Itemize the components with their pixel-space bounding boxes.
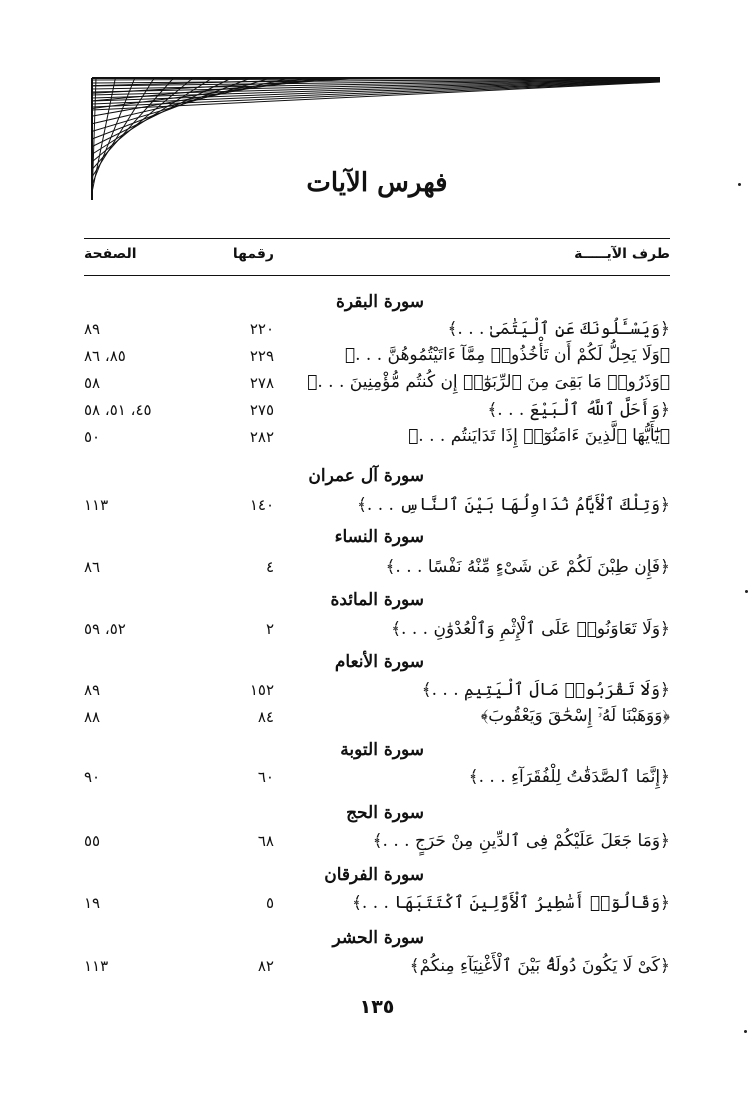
verse-text: ﴿وَذَرُوا۟ مَا بَقِىَ مِنَ ٱلرِّبَوٰٓا۟ إِن كُنتُم مُّؤْمِنِينَ . . .﴾ (307, 372, 670, 392)
table-row (0, 399, 754, 425)
verse-text: ﴿وَيَسْـَٔلُونَكَ عَنِ ٱلْيَتَٰمَىٰ . . .﴾ (447, 319, 670, 339)
surah-heading: سورة التوبة (340, 740, 424, 760)
surah-heading: سورة الفرقان (324, 865, 424, 885)
page-ref: ٨٦ (84, 558, 101, 576)
page-ref: ٥٨ (84, 374, 101, 392)
verse-number: ١٥٢ (249, 681, 274, 699)
verse-number: ٢٢٩ (249, 347, 274, 365)
table-row (0, 556, 754, 582)
verse-number: ٤ (265, 558, 274, 576)
table-row (0, 766, 754, 792)
header-bottom-rule (84, 275, 670, 276)
table-row (0, 679, 754, 705)
verse-number: ٢٢٠ (249, 320, 274, 338)
verse-number: ٦٨ (257, 832, 274, 850)
page-ref: ٥٠ (84, 428, 101, 446)
table-row (0, 618, 754, 644)
verse-text: ﴿وَمَا جَعَلَ عَلَيْكُمْ فِى ٱلدِّينِ مِنْ حَرَجٍ . . .﴾ (372, 831, 670, 851)
page-ref: ٤٥، ٥١، ٥٨ (84, 401, 152, 419)
verse-number: ٢٧٥ (249, 401, 274, 419)
verse-text: ﴿فَإِن طِبْنَ لَكُمْ عَن شَىْءٍ مِّنْهُ نَفْسًا . . .﴾ (385, 557, 670, 577)
verse-number: ٢٨٢ (249, 428, 274, 446)
table-row (0, 955, 754, 981)
verse-text: ﴿يَٰٓأَيُّهَا ٱلَّذِينَ ءَامَنُوٓا۟ إِذَا تَدَايَنتُم . . .﴾ (408, 426, 670, 446)
table-row (0, 494, 754, 520)
scan-speck (745, 590, 748, 593)
table-row (0, 345, 754, 371)
verse-text: ﴿كَىْ لَا يَكُونَ دُولَةًۢ بَيْنَ ٱلْأَغْنِيَآءِ مِنكُمْ﴾ (409, 956, 670, 976)
page-ref: ٨٨ (84, 708, 101, 726)
verse-number: ٢٧٨ (249, 374, 274, 392)
surah-heading: سورة المائدة (330, 590, 424, 610)
table-row (0, 372, 754, 398)
verse-number: ٨٤ (257, 708, 274, 726)
surah-heading: سورة آل عمران (308, 466, 424, 486)
page-ref: ٥٢، ٥٩ (84, 620, 126, 638)
verse-number: ٥ (265, 894, 274, 912)
surah-heading: سورة النساء (334, 527, 424, 547)
page-number: ١٣٥ (359, 996, 395, 1018)
verse-text: ﴿وَلَا تَعَاوَنُوا۟ عَلَى ٱلْإِثْمِ وَٱلْعُدْوَٰنِ . . .﴾ (391, 619, 670, 639)
header-number: رقمها (232, 246, 274, 262)
verse-text: ﴿وَلَا يَحِلُّ لَكُمْ أَن تَأْخُذُوا۟ مِمَّآ ءَاتَيْتُمُوهُنَّ . . .﴾ (344, 345, 670, 365)
table-row (0, 318, 754, 344)
surah-heading: سورة الأنعام (334, 652, 424, 672)
page-ref: ٨٩ (84, 320, 101, 338)
page-title: فهرس الآيات (306, 168, 448, 198)
verse-number: ٨٢ (257, 957, 274, 975)
page-ref: ٨٥، ٨٦ (84, 347, 126, 365)
verse-number: ٢ (265, 620, 274, 638)
header-page: الصفحة (84, 246, 137, 262)
page-ref: ١٩ (84, 894, 101, 912)
scan-speck (744, 1030, 747, 1033)
verse-text: ﴿وَقَالُوٓا۟ أَسَٰطِيرُ ٱلْأَوَّلِينَ ٱكْتَتَبَهَا . . .﴾ (351, 893, 670, 913)
page-ref: ٨٩ (84, 681, 101, 699)
header-verse: طرف الآيـــــة (574, 246, 670, 262)
table-row (0, 892, 754, 918)
verse-number: ١٤٠ (249, 496, 274, 514)
table-row (0, 706, 754, 732)
header-top-rule (84, 238, 670, 239)
page-ref: ٩٠ (84, 768, 101, 786)
surah-heading: سورة الحج (346, 803, 424, 823)
verse-text: ﴿وَأَحَلَّ ٱللَّهُ ٱلْبَيْعَ . . .﴾ (487, 400, 670, 420)
table-row (0, 830, 754, 856)
page-ref: ١١٣ (84, 957, 109, 975)
page-ref: ٥٥ (84, 832, 101, 850)
verse-text: ﴿وَوَهَبْنَا لَهُۥٓ إِسْحَٰقَ وَيَعْقُوبَ﴾ (480, 706, 670, 726)
page-ref: ١١٣ (84, 496, 109, 514)
surah-heading: سورة الحشر (332, 928, 424, 948)
verse-text: ﴿إِنَّمَا ٱلصَّدَقَٰتُ لِلْفُقَرَآءِ . . .﴾ (468, 767, 670, 787)
scan-speck (738, 183, 741, 186)
verse-text: ﴿وَلَا تَقْرَبُوا۟ مَالَ ٱلْيَتِيمِ . . .﴾ (421, 680, 670, 700)
table-row (0, 426, 754, 452)
verse-number: ٦٠ (257, 768, 274, 786)
surah-heading: سورة البقرة (336, 292, 424, 312)
verse-text: ﴿وَتِلْكَ ٱلْأَيَّامُ نُدَاوِلُهَا بَيْنَ ٱلنَّاسِ . . .﴾ (356, 495, 670, 515)
